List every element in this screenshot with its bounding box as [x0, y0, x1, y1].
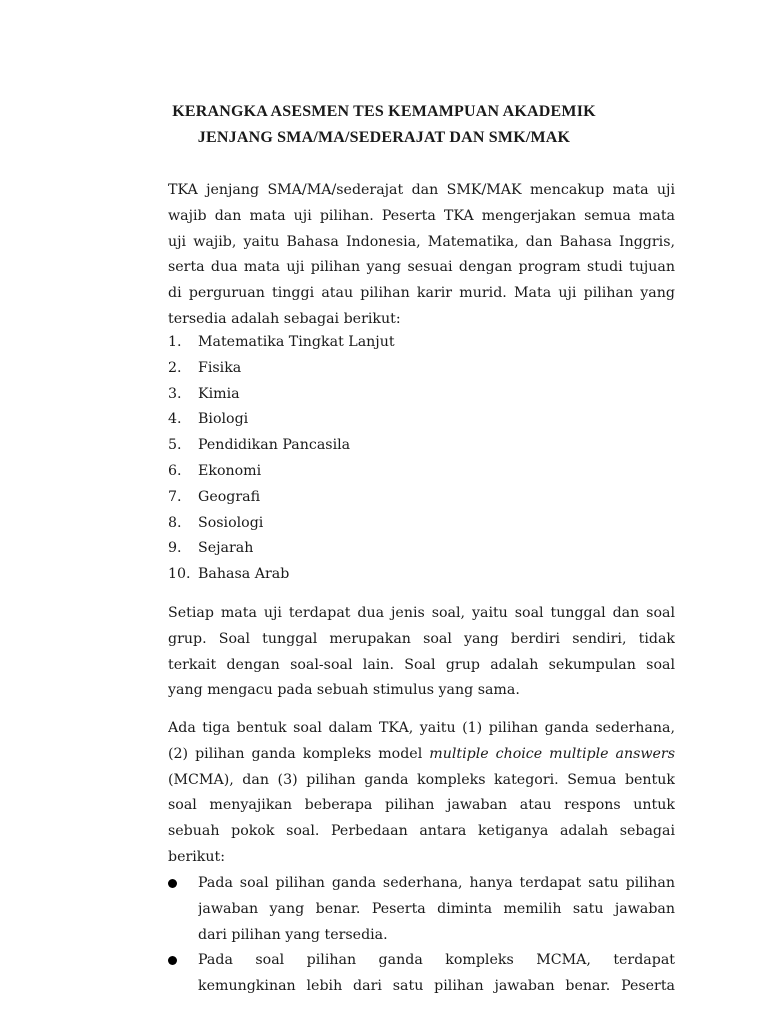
paragraph-line: berikut:: [168, 848, 226, 865]
elective-subject-list: [168, 330, 675, 588]
list-item: [168, 356, 675, 382]
paragraph-line: tersedia adalah sebagai berikut:: [168, 310, 401, 327]
list-number: 1.: [168, 334, 182, 350]
paragraph-line: grup. Soal tunggal merupakan soal yang berdiri sendiri, tidak: [168, 630, 675, 647]
list-number: 8.: [168, 514, 182, 531]
list-number: 9.: [168, 540, 182, 557]
list-item-label: Bahasa Arab: [198, 566, 290, 583]
bullet-item: [168, 948, 675, 1000]
question-types-paragraph: [168, 601, 675, 704]
list-item-label: Sosiologi: [198, 514, 264, 531]
list-item-label: Matematika Tingkat Lanjut: [198, 334, 395, 350]
document-title-line-2: JENJANG SMA/MA/SEDERAJAT DAN SMK/MAK: [197, 129, 571, 146]
bullet-line: Pada soal pilihan ganda sederhana, hanya terdapat satu pilihan: [198, 875, 675, 891]
paragraph-line: Ada tiga bentuk soal dalam TKA, yaitu (1) pilihan ganda sederhana,: [168, 720, 675, 736]
list-item: [168, 562, 675, 588]
list-number: 6.: [168, 462, 182, 479]
list-number: 2.: [168, 359, 182, 376]
paragraph-line: wajib dan mata uji pilihan. Peserta TKA mengerjakan semua mata: [168, 207, 675, 224]
list-item: [168, 330, 675, 356]
bullet-line: jawaban yang benar. Peserta diminta memilih satu jawaban: [198, 900, 675, 917]
list-item: [168, 511, 675, 537]
bullet-line: kemungkinan lebih dari satu pilihan jawaban benar. Peserta: [198, 978, 675, 995]
list-item-label: Fisika: [198, 359, 242, 376]
list-item: [168, 459, 675, 485]
document-title-line-1: KERANGKA ASESMEN TES KEMAMPUAN AKADEMIK: [172, 103, 596, 120]
list-item: [168, 485, 675, 511]
paragraph-line: terkait dengan soal-soal lain. Soal grup adalah sekumpulan soal: [168, 656, 675, 673]
paragraph-line: TKA jenjang SMA/MA/sederajat dan SMK/MAK mencakup mata uji: [168, 182, 675, 198]
paragraph-line: [168, 742, 675, 768]
paragraph-line: Setiap mata uji terdapat dua jenis soal, yaitu soal tunggal dan soal: [168, 605, 675, 621]
paragraph-line: di perguruan tinggi atau pilihan karir murid. Mata uji pilihan yang: [168, 285, 675, 302]
paragraph-text: (2) pilihan ganda kompleks model: [168, 745, 430, 762]
list-number: 4.: [168, 411, 182, 428]
list-item: [168, 382, 675, 408]
list-item-label: Pendidikan Pancasila: [198, 437, 351, 454]
list-item-label: Ekonomi: [198, 462, 262, 479]
paragraph-line: yang mengacu pada sebuah stimulus yang sama.: [168, 682, 520, 699]
bullet-item: [168, 871, 675, 948]
list-item: [168, 407, 675, 433]
bullet-dot-icon: [168, 879, 177, 888]
list-item-label: Kimia: [198, 385, 240, 402]
italic-term: multiple choice multiple answers: [429, 745, 675, 762]
list-item-label: Geografi: [198, 488, 261, 505]
paragraph-line: (MCMA), dan (3) pilihan ganda kompleks kategori. Semua bentuk: [168, 771, 675, 788]
list-number: 5.: [168, 437, 182, 454]
paragraph-line: sebuah pokok soal. Perbedaan antara ketiganya adalah sebagai: [168, 823, 675, 840]
bullet-line: dari pilihan yang tersedia.: [198, 926, 388, 943]
list-item-label: Biologi: [198, 411, 249, 428]
intro-paragraph: [168, 178, 675, 333]
question-form-bullet-list: [168, 871, 675, 1000]
bullet-dot-icon: [168, 956, 177, 965]
list-item-label: Sejarah: [198, 540, 254, 557]
list-number: 3.: [168, 385, 182, 402]
paragraph-line: serta dua mata uji pilihan yang sesuai dengan program studi tujuan: [168, 259, 675, 276]
question-forms-paragraph: [168, 716, 675, 871]
paragraph-line: soal menyajikan beberapa pilihan jawaban atau respons untuk: [168, 797, 675, 814]
list-item: [168, 433, 675, 459]
list-number: 10.: [168, 566, 191, 583]
paragraph-line: uji wajib, yaitu Bahasa Indonesia, Matematika, dan Bahasa Inggris,: [168, 233, 675, 250]
list-number: 7.: [168, 488, 182, 505]
list-item: [168, 536, 675, 562]
bullet-line: Pada soal pilihan ganda kompleks MCMA, terdapat: [198, 952, 675, 969]
